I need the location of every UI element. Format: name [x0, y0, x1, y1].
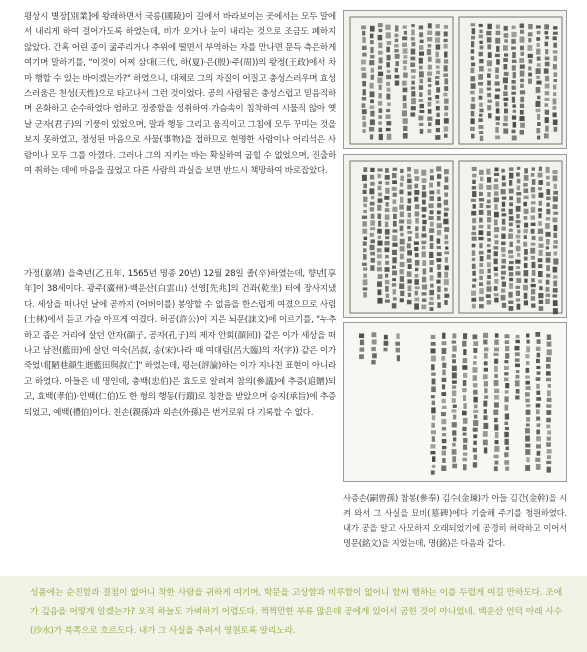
document-scan-3	[343, 322, 567, 482]
footer-box	[0, 576, 587, 652]
image-caption: 사증손(嗣曾孫) 참봉(參奉) 김수(金㻋)가 아들 김간(金幹)을 시켜 와서 그 사실을 묘비(墓碑)에다 기술해 주기를 청원하였다. 내가 공을 알고 사모하지 오래되었기에 공경히 허락하고 이어서 명문(銘文)을 지었는데, 명(銘)은 다음과 같다.	[343, 493, 567, 548]
rubbing-image-2	[344, 155, 567, 318]
rubbing-image-3	[344, 323, 567, 482]
footer-text: 성품에는 순진함과 결점이 없어니 착한 사람을 귀하게 여기며, 학문을 고상함과 비루함이 없어니 함써 행하는 이를 두렵게 여길 만하도다. 조에가 깊음을 어떻게 알겠는가? 오직 하늘도 가벼하기 어렵도다. 쩍쩍만한 부류 많은데 공에게 있어서 곰힌 것이 아니었네. 백운산 언덕 아래 사수(沙水)가 북쪽으로 흐르도다. 내가 그 사실을 추려서 영원토록 알리노라.	[30, 588, 562, 636]
body-paragraph-1: 평상시 별장[別業]에 왕래하면서 국릉(國陵)이 길에서 바라보이는 곳에서는 모두 말에서 내리게 하여 걸어가도록 하였는데, 비가 오거나 눈이 내리는 것으로 조금도 폐하지 않았다. 간혹 어린 종이 굶주리거나 추위에 떨면서 부역하는 자를 만나면 문득 측은하게 여기며 말하기를, "이것이 어찌 삼대(三代, 하(夏)·은(殷)·주(周))의 왕정(王政)에서 차마 행할 수 있는 바이겠는가?" 하였으니, 대체로 그의 자질이 어질고 충성스러우며 효성스러움은 천성(天性)으로 타고나서 그런 것이었다. 공의 사람됨은 충성스럽고 믿음직하며 온화하고 순수하였다 엄하고 정중함을 성취하여 가슴속이 침착하여 시물직 않아 옛날 군자(君子)의 기풍이 있었으며, 말과 행동 그리고 움직이고 그침에 모두 꾸미는 것을 보지 못하였고, 정성된 마음으로 사물(事物)을 접하므로 현명한 사람이나 어리석은 사람이나 모두 그를 아꼈다. 그러나 그의 지키는 바는 확실하여 굽힐 수 없었으며, 진출하여 취하는 데에 마음을 끊었고 다른 사람의 과실을 보면 반드시 책망하여 바로잡았다.	[24, 12, 336, 177]
document-scan-2	[343, 154, 567, 318]
body-paragraph-2: 가정(嘉靖) 을축년(乙丑年, 1565년 명종 20년) 12월 28일 졸(卒)하였는데, 향년[享年]이 38세이다. 광주(廣州)·백운산(白雲山) 선영[先兆]의 건좌(乾坐) 터에 장사지냈다. 세상을 떠나던 날에 곧까지 (어버이를) 봉양할 수 없음을 한스럽게 여겼으므로 사림(士林)에서 듣고 가슴 아프게 여겼다. 허공(許公)이 지은 뇌문(誄文)에 이르기를, "누추하고 좁은 거리에 살던 안자(顔子, 공자(孔子)의 제자 안회(顔回)) 같은 이가 세상을 떠나고 남전(藍田)에 살던 여숙(呂叔, 송(宋)나라 때 여대림(呂大臨)의 자(字)) 같은 이가 죽었네[陋巷顔生逝藍田與叔亡]" 하였는데, 평는(評論)하는 이가 지나친 표현이 아니라고 하였다. 아들은 네 명인데, 충백(忠伯)은 효도로 알려져 참의(參議)에 추증(追贈)되고, 효백(孝伯)·인백(仁伯)도 한 형의 행동(行蹟)로 칭찬을 받았으며 승지(承旨)에 추증되었고, 예백(禮伯)이다. 친손(親孫)과 외손(外孫)은 번거로워 다 기록할 수 없다.	[24, 269, 336, 418]
rubbing-image-1	[344, 11, 567, 149]
document-scan-1	[343, 10, 567, 149]
